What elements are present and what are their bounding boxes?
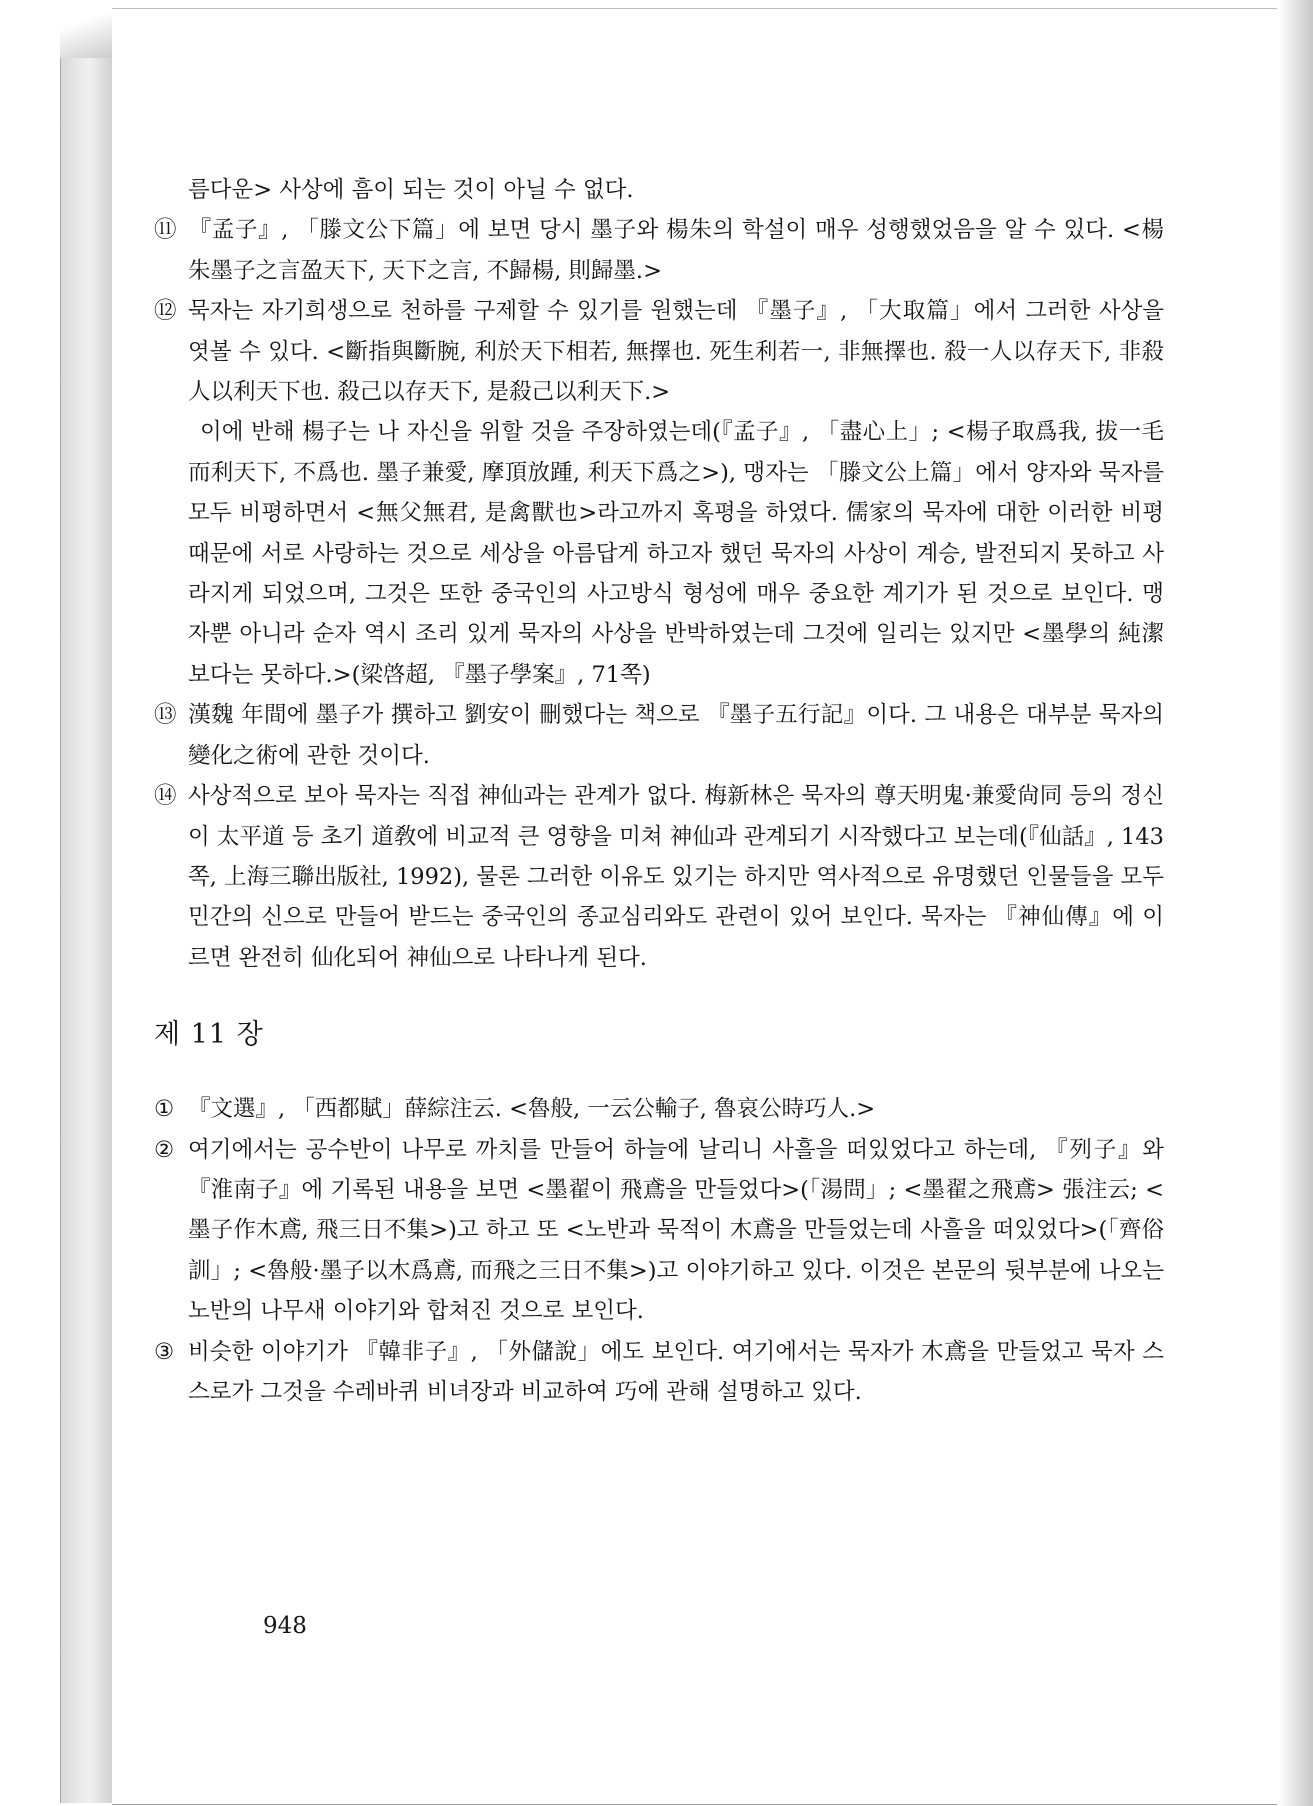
page-content — [154, 170, 1164, 1412]
chapter-note-1 — [154, 1089, 1164, 1129]
book-spine-top — [60, 8, 112, 58]
note-12 — [154, 291, 1164, 412]
note-13 — [154, 695, 1164, 776]
book-spine — [60, 8, 114, 1803]
chapter-heading: 제 11 장 — [154, 1019, 264, 1051]
note-number: ⑪ — [154, 217, 177, 244]
continuation-line: 름다운> 사상에 흠이 되는 것이 아닐 수 없다. — [188, 177, 634, 203]
note-12-continuation: 이에 반해 楊子는 나 자신을 위할 것을 주장하였는데(『孟子』, 「盡心上」; <楊子取爲我, 拔一毛而利天下, 不爲也. 墨子兼愛, 摩頂放踵, 利天下爲之>), 맹자는 「滕文公上篇」에서 양자와 묵자를 모두 비평하면서 <無父無君, 是禽獸也>라고까지 혹평을 하였다. 儒家의 묵자에 대한 이러한 비평 때문에 서로 사랑하는 것으로 세상을 아름답게 하고자 했던 묵자의 사상이 계승, 발전되지 못하고 사라지게 되었으며, 그것은 또한 중국인의 사고방식 형성에 매우 중요한 계기가 된 것으로 보인다. 맹자뿐 아니라 순자 역시 조리 있게 묵자의 사상을 반박하였는데 그것에 일리는 있지만 <墨學의 純潔보다는 못하다.>(梁啓超, 『墨子學案』, 71쪽) — [188, 419, 1164, 688]
note-11 — [154, 210, 1164, 291]
note-number: ③ — [154, 1338, 175, 1365]
note-number: ② — [154, 1136, 175, 1163]
note-number: ① — [154, 1096, 175, 1123]
note-number: ⑭ — [154, 783, 177, 810]
page-edge-shadow — [1279, 0, 1313, 1806]
note-14 — [154, 776, 1164, 978]
note-text: 『孟子』, 「滕文公下篇」에 보면 당시 墨子와 楊朱의 학설이 매우 성행했었음을 알 수 있다. <楊朱墨子之言盈天下, 天下之言, 不歸楊, 則歸墨.> — [188, 217, 1164, 284]
note-text: 묵자는 자기희생으로 천하를 구제할 수 있기를 원했는데 『墨子』, 「大取篇」에서 그러한 사상을 엿볼 수 있다. <斷指與斷腕, 利於天下相若, 無擇也. 死生利若一, 非無擇也. 殺一人以存天下, 非殺人以利天下也. 殺己以存天下, 是殺己以利天下.> — [188, 298, 1164, 406]
note-text: 비슷한 이야기가 『韓非子』, 「外儲說」에도 보인다. 여기에서는 묵자가 木鳶을 만들었고 묵자 스스로가 그것을 수레바퀴 비녀장과 비교하여 巧에 관해 설명하고 있다. — [188, 1338, 1164, 1405]
note-text: 사상적으로 보아 묵자는 직접 神仙과는 관계가 없다. 梅新林은 묵자의 尊天明鬼·兼愛尙同 등의 정신이 太平道 등 초기 道敎에 비교적 큰 영향을 미쳐 神仙과 관계되기 시작했다고 보는데(『仙話』, 143쪽, 上海三聯出版社, 1992), 물론 그러한 이유도 있기는 하지만 역사적으로 유명했던 인물들을 모두 민간의 신으로 만들어 받드는 중국인의 종교심리와도 관련이 있어 보인다. 묵자는 『神仙傳』에 이르면 완전히 仙化되어 神仙으로 나타나게 된다. — [188, 783, 1164, 971]
note-number: ⑫ — [154, 298, 177, 325]
note-number: ⑬ — [154, 702, 177, 729]
note-text: 『文選』, 「西都賦」薛綜注云. <魯般, 一云公輸子, 魯哀公時巧人.> — [188, 1096, 876, 1123]
note-text: 여기에서는 공수반이 나무로 까치를 만들어 하늘에 날리니 사흘을 떠있었다고 하는데, 『列子』와 『淮南子』에 기록된 내용을 보면 <墨翟이 飛鳶을 만들었다>(「湯問」; <墨翟之飛鳶> 張注云; <墨子作木鳶, 飛三日不集>)고 하고 또 <노반과 묵적이 木鳶을 만들었는데 사흘을 떠있었다>(「齊俗訓」; <魯般·墨子以木爲鳶, 而飛之三日不集>)고 이야기하고 있다. 이것은 본문의 뒷부분에 나오는 노반의 나무새 이야기와 합쳐진 것으로 보인다. — [188, 1136, 1164, 1325]
page-number: 948 — [263, 1613, 307, 1639]
note-text: 漢魏 年間에 墨子가 撰하고 劉安이 刪했다는 책으로 『墨子五行記』이다. 그 내용은 대부분 묵자의 變化之術에 관한 것이다. — [188, 702, 1164, 769]
chapter-note-2 — [154, 1130, 1164, 1332]
chapter-note-3 — [154, 1332, 1164, 1413]
